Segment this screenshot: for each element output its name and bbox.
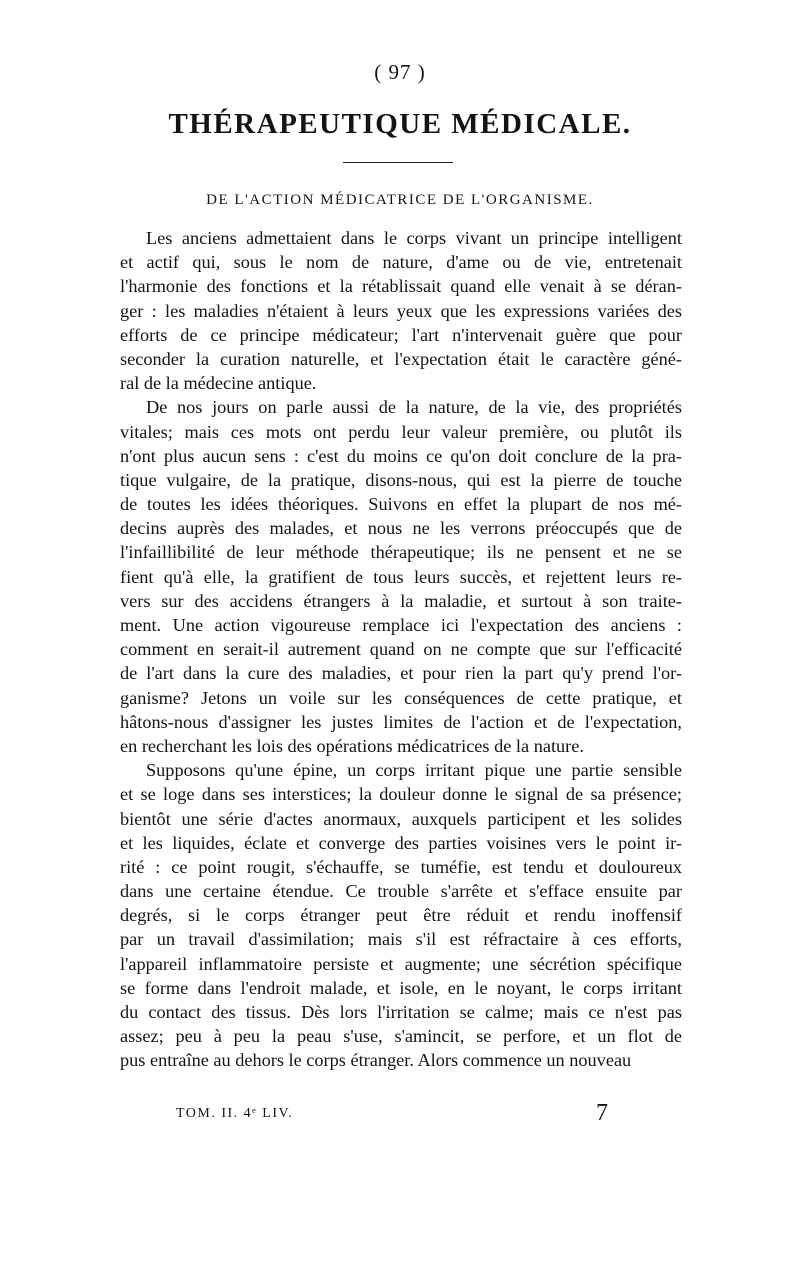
text-line: n'ont plus aucun sens : c'est du moins ce qu'on doit conclure de la pra- — [120, 445, 682, 466]
text-line: hâtons-nous d'assigner les justes limites de l'action et de l'expectation, — [120, 711, 682, 732]
text-line: et actif qui, sous le nom de nature, d'ame ou de vie, entretenait — [120, 252, 682, 273]
text-line: ganisme? Jetons un voile sur les conséquences de cette pratique, et — [120, 687, 682, 708]
text-line: decins auprès des malades, et nous ne les verrons préoccupés que de — [120, 518, 682, 539]
text-line: vitales; mais ces mots ont perdu leur valeur première, ou plutôt ils — [120, 421, 682, 442]
paragraph — [120, 226, 682, 395]
text-line: l'infaillibilité de leur méthode thérapeutique; ils ne pensent et ne se — [120, 542, 682, 563]
text-line: ger : les maladies n'étaient à leurs yeux que les expressions variées des — [120, 300, 682, 321]
text-line: efforts de ce principe médicateur; l'art n'intervenait guère que pour — [120, 324, 682, 345]
footer-signature: TOM. II. 4ᵉ LIV. — [176, 1106, 294, 1121]
text-line: du contact des tissus. Dès lors l'irritation se calme; mais ce n'est pas — [120, 1002, 682, 1022]
text-line: et se loge dans ses interstices; la douleur donne le signal de sa présence; — [120, 784, 682, 805]
page-number: ( 97 ) — [374, 60, 426, 84]
text-line: De nos jours on parle aussi de la nature, de la vie, des propriétés — [146, 397, 682, 418]
text-line: et les liquides, éclate et converge des parties voisines vers le point ir- — [120, 832, 682, 853]
paragraph — [120, 395, 682, 758]
text-line: l'appareil inflammatoire persiste et augmente; une sécrétion spécifique — [120, 953, 682, 974]
text-line: seconder la curation naturelle, et l'expectation était le caractère géné- — [120, 348, 682, 369]
text-line: l'harmonie des fonctions et la rétablissait quand elle venait à se déran- — [120, 276, 682, 297]
text-line: Supposons qu'une épine, un corps irritant pique une partie sensible — [146, 760, 682, 781]
text-line: de l'art dans la cure des maladies, et pour rien la part qu'y prend l'or- — [120, 663, 682, 684]
text-line: Les anciens admettaient dans le corps vivant un principe intelligent — [146, 228, 682, 248]
text-line: comment en serait-il autrement quand on ne compte que sur l'efficacité — [120, 639, 682, 660]
text-line: ral de la médecine antique. — [120, 373, 317, 394]
body-text — [120, 226, 682, 1073]
text-line: vers sur des accidens étrangers à la maladie, et surtout à son traite- — [120, 590, 682, 611]
title-divider — [343, 162, 453, 163]
text-line: par un travail d'assimilation; mais s'il est réfractaire à ces efforts, — [120, 929, 682, 950]
section-title: DE L'ACTION MÉDICATRICE DE L'ORGANISME. — [206, 192, 594, 208]
text-line: assez; peu à peu la peau s'use, s'amincit, se perfore, et un flot de — [120, 1026, 682, 1047]
text-line: de toutes les idées théoriques. Suivons en effet la plupart de nos mé- — [120, 494, 682, 515]
paragraph — [120, 758, 682, 1072]
text-line: degrés, si le corps étranger peut être réduit et rendu inoffensif — [120, 905, 682, 926]
text-line: pus entraîne au dehors le corps étranger. Alors commence un nouveau — [120, 1050, 632, 1071]
text-line: se forme dans l'endroit malade, et isole, en le noyant, le corps irritant — [120, 977, 682, 998]
text-line: dans une certaine étendue. Ce trouble s'arrête et s'efface ensuite par — [120, 881, 682, 902]
text-line: ment. Une action vigoureuse remplace ici l'expectation des anciens : — [120, 615, 682, 635]
page-title: THÉRAPEUTIQUE MÉDICALE. — [168, 108, 632, 140]
text-line: tique vulgaire, de la pratique, disons-nous, qui est la pierre de touche — [120, 469, 682, 490]
footer-sheet-number: 7 — [596, 1100, 608, 1126]
text-line: rité : ce point rougit, s'échauffe, se tuméfie, est tendu et douloureux — [120, 856, 682, 877]
text-line: fient qu'à elle, la gratifient de tous leurs succès, et rejettent leurs re- — [120, 566, 682, 587]
page-footer — [120, 1100, 682, 1136]
text-line: en recherchant les lois des opérations médicatrices de la nature. — [120, 735, 584, 756]
text-line: bientôt une série d'actes anormaux, auxquels participent et les solides — [120, 808, 682, 829]
